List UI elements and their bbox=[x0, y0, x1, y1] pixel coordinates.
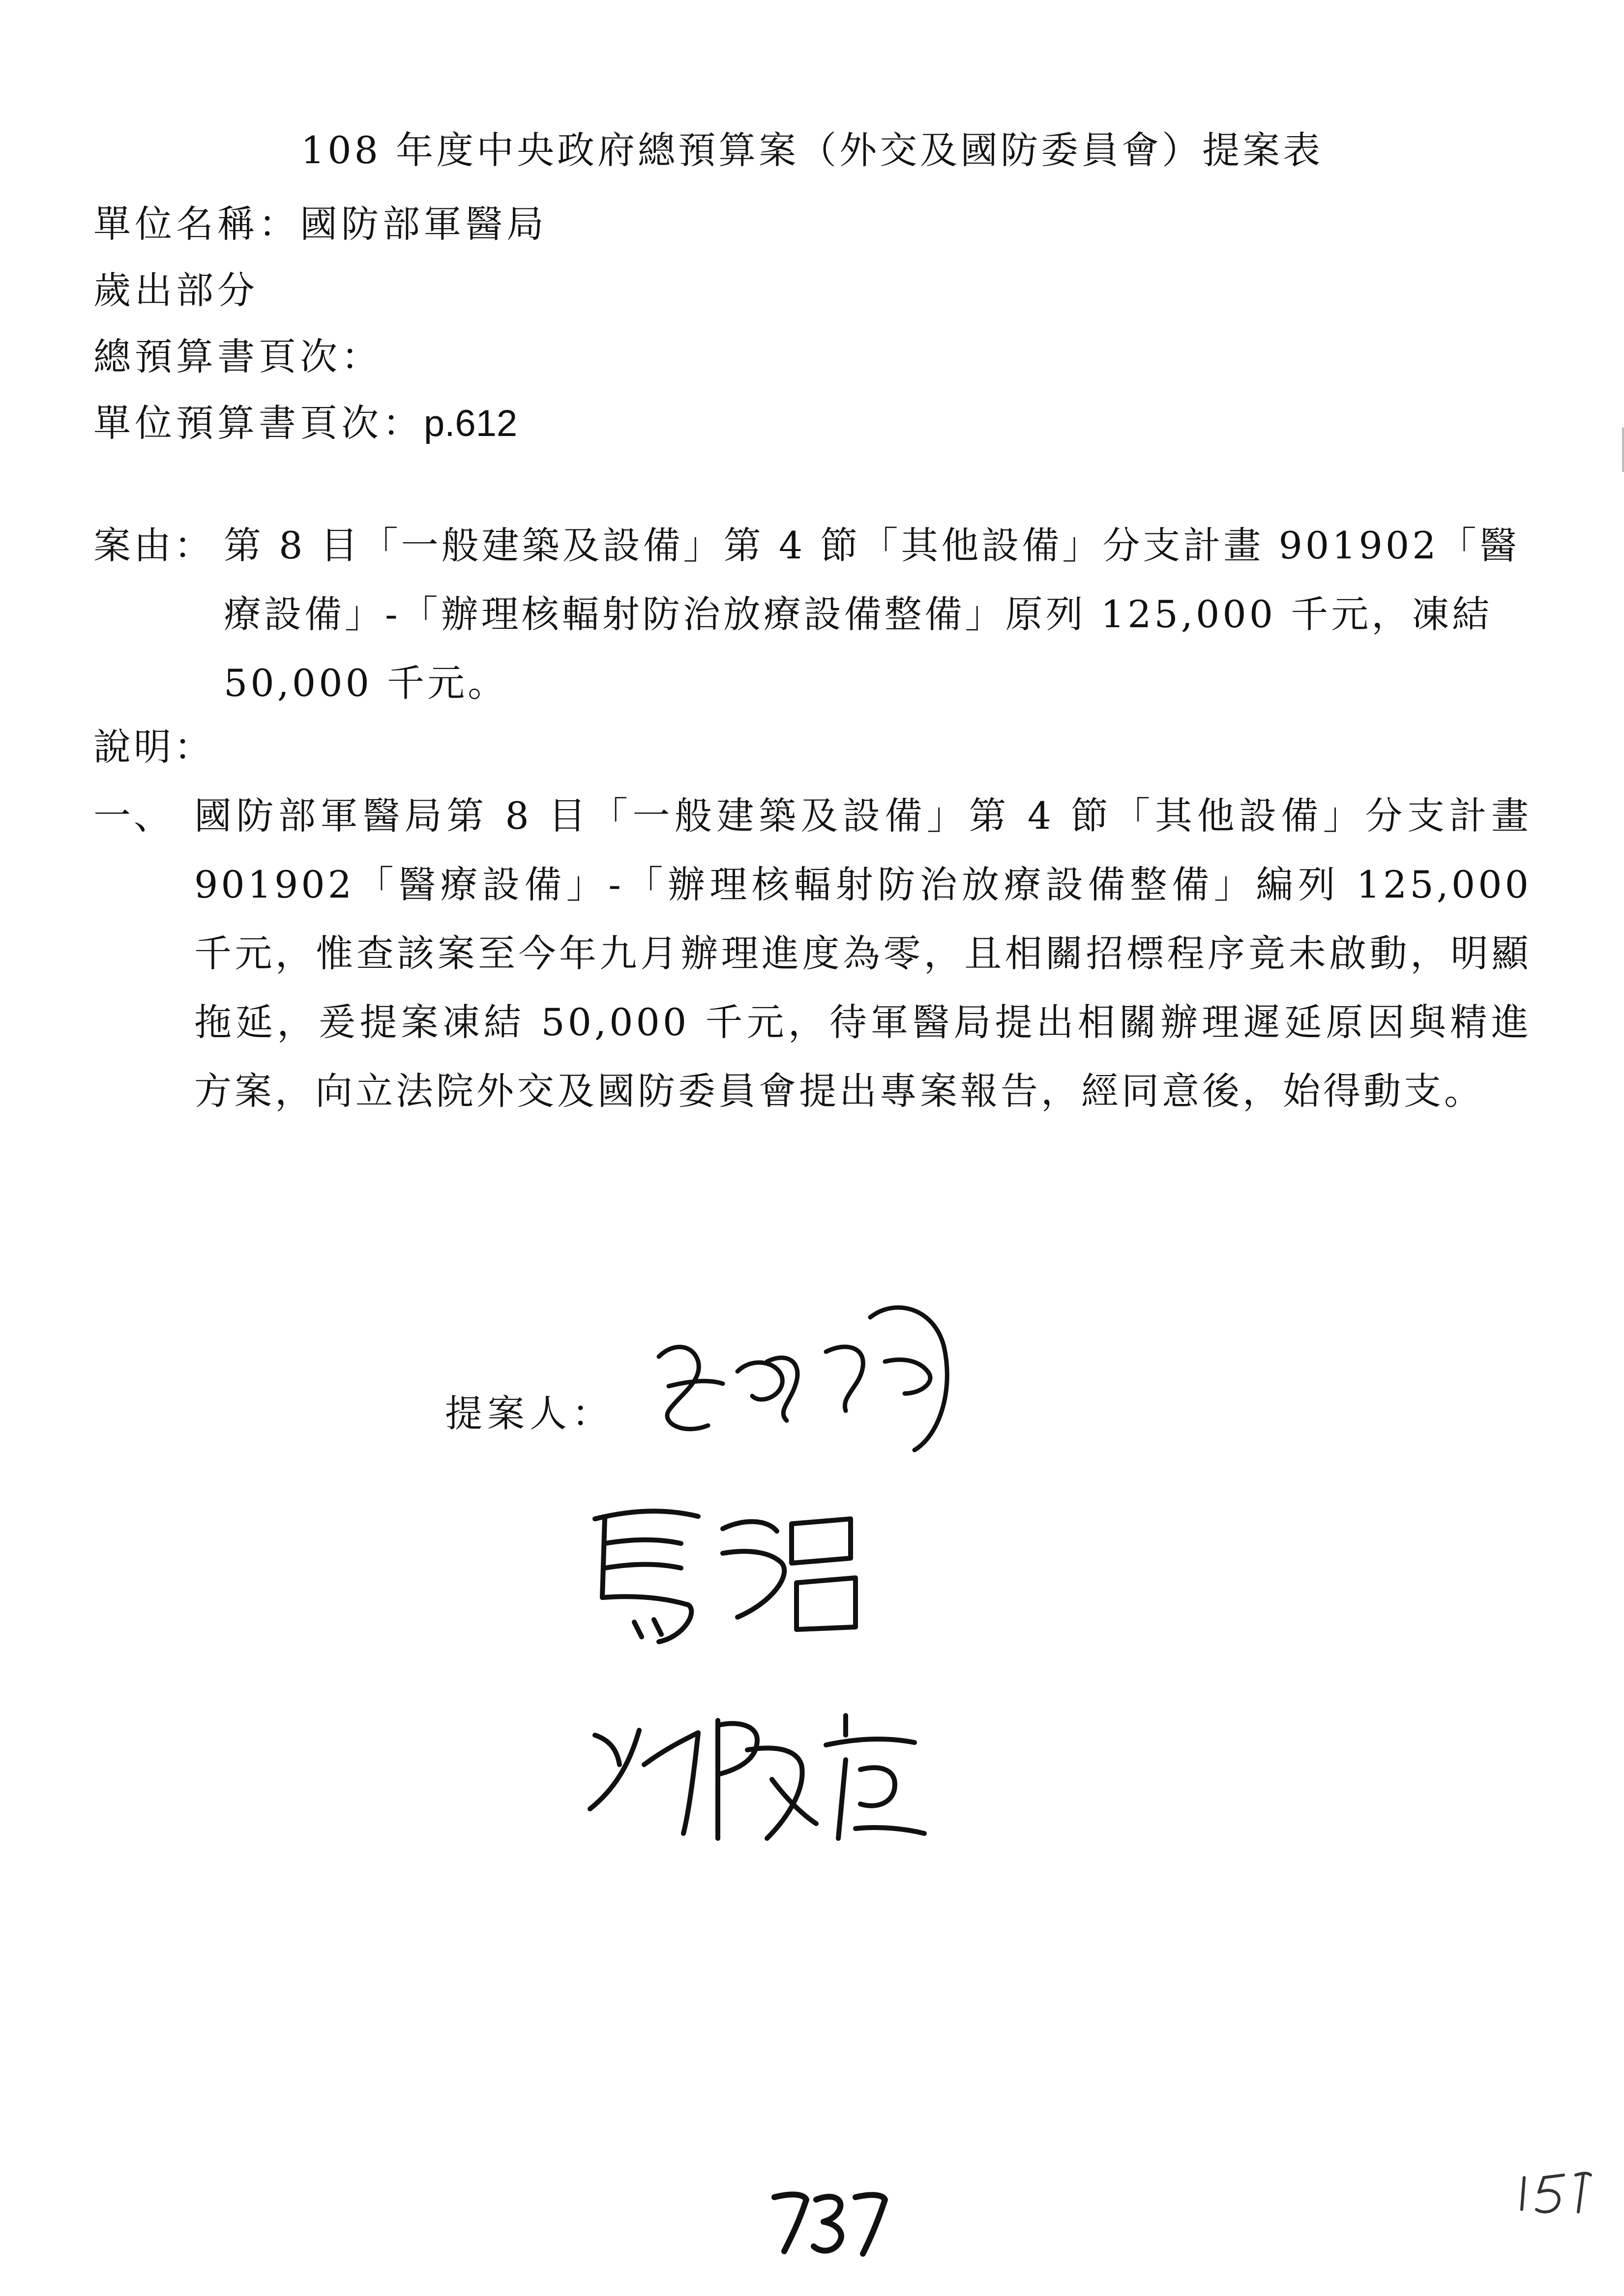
signature-1 bbox=[639, 1288, 1013, 1475]
explanation-label: 說明： bbox=[93, 725, 214, 769]
page-number-right-glyphs bbox=[1514, 2163, 1603, 2222]
page-number-center-glyphs bbox=[765, 2182, 892, 2261]
proposer-label: 提案人： bbox=[445, 1392, 614, 1435]
explanation-item-text: 國防部軍醫局第 8 目「一般建築及設備」第 4 節「其他設備」分支計畫 901902「醫療設備」-「辦理核輻射防治放療設備整備」編列 125,000 千元，惟查該案至今年九月辦理進度為零，且相關招標程序竟未啟動，明顯拖延，爰提案凍結 50,000 千元，待軍醫局提出相關辦理遲延原因與精進方案，向立法院外交及國防委員會提出專案報告，經同意後，始得動支。 bbox=[194, 794, 1532, 1113]
unit-budget-page bbox=[93, 393, 517, 447]
signature-3 bbox=[570, 1691, 944, 1858]
document-title: 108 年度中央政府總預算案（外交及國防委員會）提案表 bbox=[300, 128, 1324, 172]
case-label: 案由： bbox=[93, 523, 214, 567]
signature-2 bbox=[575, 1489, 870, 1666]
page-number-right bbox=[1514, 2163, 1603, 2222]
unit-budget-page-value: p.612 bbox=[424, 403, 518, 444]
page-number-center bbox=[765, 2182, 892, 2261]
section-label: 歲出部分 bbox=[93, 268, 259, 312]
explanation-item-number: 一、 bbox=[93, 794, 174, 838]
unit-name: 單位名稱：國防部軍醫局 bbox=[93, 202, 548, 246]
unit-budget-page-label: 單位預算書頁次： bbox=[93, 401, 424, 445]
scan-edge-mark bbox=[1622, 428, 1624, 472]
case-text: 第 8 目「一般建築及設備」第 4 節「其他設備」分支計畫 901902「醫療設備」-「辦理核輻射防治放療設備整備」原列 125,000 千元，凍結 50,000 千元。 bbox=[224, 523, 1520, 705]
total-budget-page: 總預算書頁次： bbox=[93, 335, 383, 378]
